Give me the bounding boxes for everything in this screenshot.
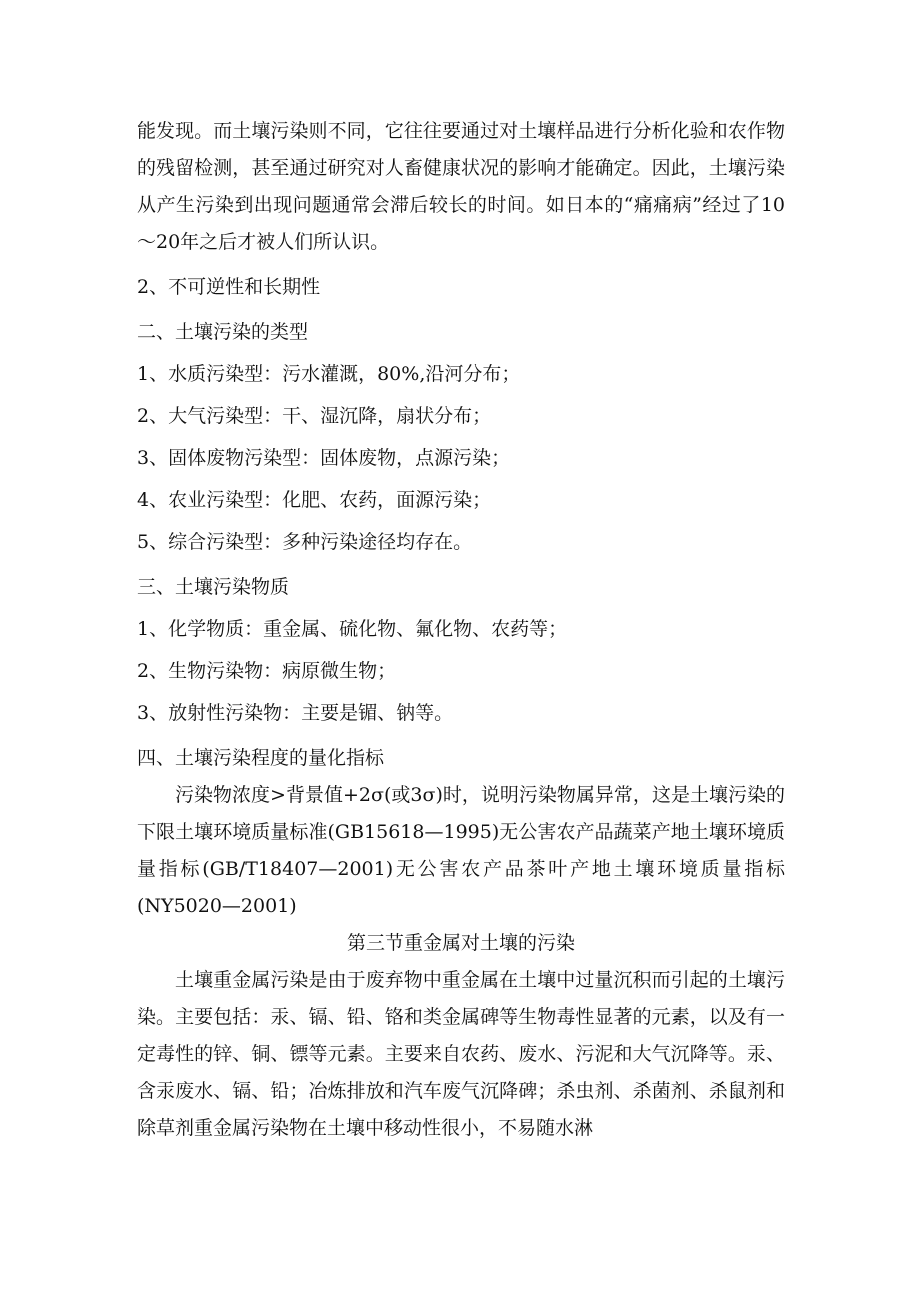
indicators-heading: 四、土壤污染程度的量化指标	[137, 747, 385, 769]
document-page	[137, 113, 785, 1147]
types-item-3: 3、固体废物污染型：固体废物，点源污染；	[137, 447, 511, 469]
types-item-1: 1、水质污染型：污水灌溉，80%,沿河分布；	[137, 363, 521, 385]
substances-list	[137, 611, 785, 732]
substances-item-2: 2、生物污染物：病原微生物；	[137, 660, 397, 682]
intro-paragraph: 能发现。而土壤污染则不同，它往往要通过对土壤样品进行分析化验和农作物的残留检测，甚至通过研究对人畜健康状况的影响才能确定。因此，土壤污染从产生污染到出现问题通常会滞后较长的时间。如日本的“痛痛病”经过了10～20年之后才被人们所认识。	[137, 120, 785, 253]
substances-item-3: 3、放射性污染物：主要是镅、钠等。	[137, 702, 454, 724]
substances-heading: 三、土壤污染物质	[137, 576, 290, 598]
types-item-5: 5、综合污染型：多种污染途径均存在。	[137, 531, 473, 553]
indicators-paragraph: 污染物浓度>背景值+2σ(或3σ)时，说明污染物属异常，这是土壤污染的下限土壤环境质量标准(GB15618—1995)无公害农产品蔬菜产地土壤环境质量指标(GB/T18407—2001)无公害农产品茶叶产地土壤环境质量指标(NY5020—2001)	[137, 784, 785, 917]
substances-item-1: 1、化学物质：重金属、硫化物、氟化物、农药等；	[137, 618, 568, 640]
types-item-2: 2、大气污染型：干、湿沉降，扇状分布；	[137, 405, 492, 427]
types-heading: 二、土壤污染的类型	[137, 321, 309, 343]
types-item-4: 4、农业污染型：化肥、农药，面源污染；	[137, 489, 492, 511]
types-list	[137, 356, 785, 561]
section-paragraph: 土壤重金属污染是由于废弃物中重金属在土壤中过量沉积而引起的土壤污染。主要包括：汞、镉、铅、铬和类金属碑等生物毒性显著的元素，以及有一定毒性的锌、铜、镖等元素。主要来自农药、废水、污泥和大气沉降等。汞、含汞废水、镉、铅；冶炼排放和汽车废气沉降碑；杀虫剂、杀菌剂、杀鼠剂和除草剂重金属污染物在土壤中移动性很小，不易随水淋	[137, 969, 785, 1139]
point-2-heading: 2、不可逆性和长期性	[137, 276, 321, 298]
section-title: 第三节重金属对土壤的污染	[346, 932, 575, 954]
